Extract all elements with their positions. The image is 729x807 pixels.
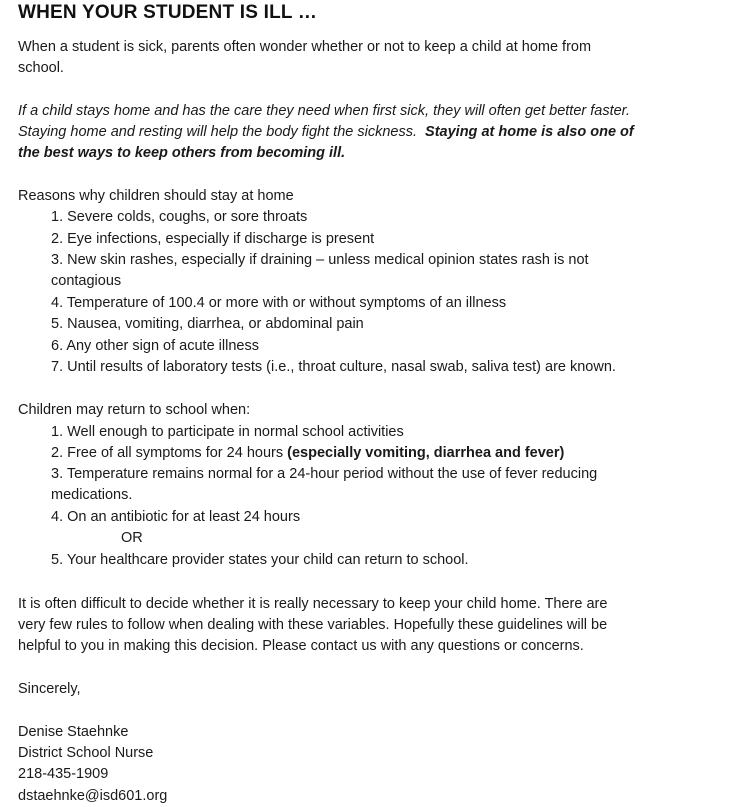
closing-line-1: It is often difficult to decide whether it is really necessary to keep your child home. There are <box>18 596 608 612</box>
stay-home-item: 5. Nausea, vomiting, diarrhea, or abdominal pain <box>51 316 364 332</box>
return-item-3: 3. Temperature remains normal for a 24-hour period without the use of fever reducing <box>51 466 598 482</box>
signoff: Sincerely, <box>18 681 81 697</box>
return-item-5: 5. Your healthcare provider states your child can return to school. <box>51 552 469 568</box>
intro-line-1: When a student is sick, parents often wonder whether or not to keep a child at home from <box>18 39 592 55</box>
signature-phone: 218-435-1909 <box>18 766 109 782</box>
closing-line-2: very few rules to follow when dealing with these variables. Hopefully these guidelines will be <box>18 617 608 633</box>
stay-home-item: 4. Temperature of 100.4 or more with or without symptoms of an illness <box>51 295 507 311</box>
advice-line-1: If a child stays home and has the care they need when first sick, they will often get better faster. <box>18 103 631 119</box>
stay-home-item-continuation: contagious <box>51 273 122 289</box>
closing-line-3: helpful to you in making this decision. Please contact us with any questions or concerns. <box>18 638 584 654</box>
stay-home-item: 3. New skin rashes, especially if draining – unless medical opinion states rash is not <box>51 252 589 268</box>
page-title: WHEN YOUR STUDENT IS ILL … <box>18 2 318 23</box>
intro-line-2: school. <box>18 60 64 76</box>
signature-email: dstaehnke@isd601.org <box>18 788 168 804</box>
advice-line-3: the best ways to keep others from becoming ill. <box>18 145 346 161</box>
return-item-3-continuation: medications. <box>51 487 133 503</box>
stay-home-item: 7. Until results of laboratory tests (i.e., throat culture, nasal swab, saliva test) are known. <box>51 359 616 375</box>
return-item-2 <box>51 443 564 464</box>
advice-line-2-bold: Staying at home is also one of <box>425 124 634 140</box>
return-item-2-plain: 2. Free of all symptoms for 24 hours <box>51 445 288 461</box>
or-separator: OR <box>121 530 143 546</box>
signature-role: District School Nurse <box>18 745 154 761</box>
stay-home-item: 1. Severe colds, coughs, or sore throats <box>51 209 308 225</box>
stay-home-heading: Reasons why children should stay at home <box>18 188 294 204</box>
signature-name: Denise Staehnke <box>18 724 129 740</box>
advice-line-2 <box>18 122 634 143</box>
return-heading: Children may return to school when: <box>18 402 251 418</box>
stay-home-item: 2. Eye infections, especially if discharge is present <box>51 231 375 247</box>
return-item-2-bold: (especially vomiting, diarrhea and fever) <box>287 445 565 461</box>
return-item-1: 1. Well enough to participate in normal school activities <box>51 424 404 440</box>
stay-home-item: 6. Any other sign of acute illness <box>51 338 259 354</box>
advice-line-2-italic: Staying home and resting will help the body fight the sickness. <box>18 124 417 140</box>
return-item-4: 4. On an antibiotic for at least 24 hours <box>51 509 301 525</box>
